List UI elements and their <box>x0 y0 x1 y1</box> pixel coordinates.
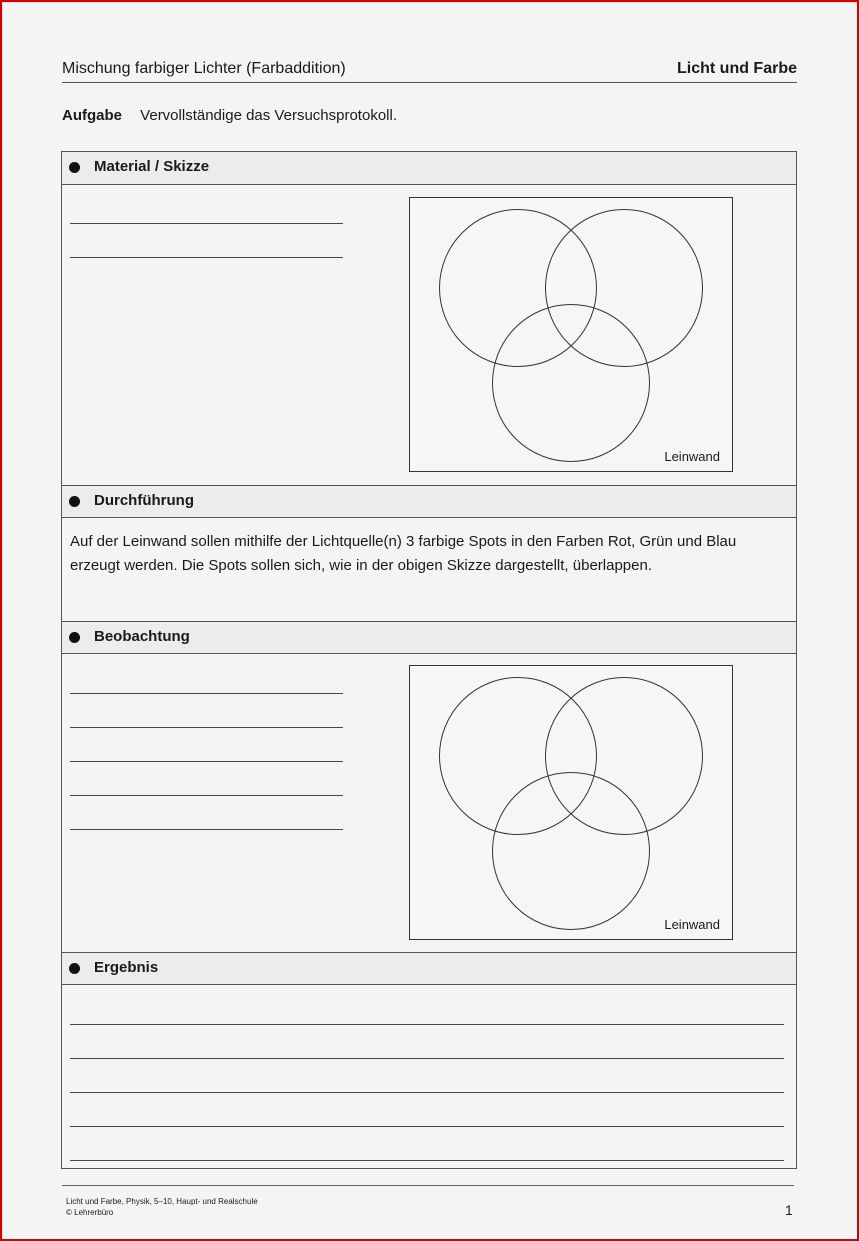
section-title-procedure: Durchführung <box>94 492 194 509</box>
section-header-observation <box>62 621 796 654</box>
observation-write-line-1[interactable] <box>70 693 343 694</box>
result-write-line-5[interactable] <box>70 1160 784 1161</box>
task-label: Aufgabe <box>62 107 122 124</box>
result-write-line-3[interactable] <box>70 1092 784 1093</box>
bullet-icon <box>69 632 80 643</box>
screen-label: Leinwand <box>664 449 720 464</box>
footer-divider <box>62 1185 794 1186</box>
bullet-icon <box>69 496 80 507</box>
material-write-line-1[interactable] <box>70 223 343 224</box>
bullet-icon <box>69 162 80 173</box>
circle-bottom <box>493 773 650 930</box>
task-instruction <box>62 107 397 124</box>
footer-copyright: © Lehrerbüro <box>66 1208 114 1217</box>
material-sketch-screen <box>409 197 733 472</box>
result-write-line-1[interactable] <box>70 1024 784 1025</box>
section-title-material: Material / Skizze <box>94 158 210 175</box>
circle-right <box>546 678 703 835</box>
section-title-result: Ergebnis <box>94 959 159 976</box>
section-header-material <box>62 152 796 185</box>
section-header-procedure <box>62 485 796 518</box>
circle-left <box>440 678 597 835</box>
task-text: Vervollständige das Versuchsprotokoll. <box>140 107 397 124</box>
observation-write-line-2[interactable] <box>70 727 343 728</box>
material-write-line-2[interactable] <box>70 257 343 258</box>
experiment-protocol <box>61 151 797 1169</box>
procedure-description: Auf der Leinwand sollen mithilfe der Lichtquelle(n) 3 farbige Spots in den Farben Rot, Grün und Blau erzeugt werden. Die Spots sollen sich, wie in der obigen Skizze dargestellt, überlappen. <box>70 533 737 574</box>
overlapping-circles-sketch <box>410 666 732 939</box>
footer-source: Licht und Farbe, Physik, 5–10, Haupt- und Realschule <box>66 1197 258 1206</box>
result-write-line-2[interactable] <box>70 1058 784 1059</box>
result-write-line-4[interactable] <box>70 1126 784 1127</box>
page-header <box>62 60 797 83</box>
section-header-result <box>62 952 796 985</box>
circle-right <box>546 210 703 367</box>
observation-sketch-screen <box>409 665 733 940</box>
observation-write-line-4[interactable] <box>70 795 343 796</box>
screen-label: Leinwand <box>664 917 720 932</box>
circle-bottom <box>493 305 650 462</box>
footer-credits <box>66 1196 258 1218</box>
observation-write-line-5[interactable] <box>70 829 343 830</box>
section-title-observation: Beobachtung <box>94 628 190 645</box>
worksheet-title: Mischung farbiger Lichter (Farbaddition) <box>62 60 346 77</box>
bullet-icon <box>69 963 80 974</box>
observation-write-line-3[interactable] <box>70 761 343 762</box>
page-number: 1 <box>785 1202 793 1218</box>
circle-left <box>440 210 597 367</box>
topic-label: Licht und Farbe <box>677 60 797 77</box>
overlapping-circles-sketch <box>410 198 732 471</box>
